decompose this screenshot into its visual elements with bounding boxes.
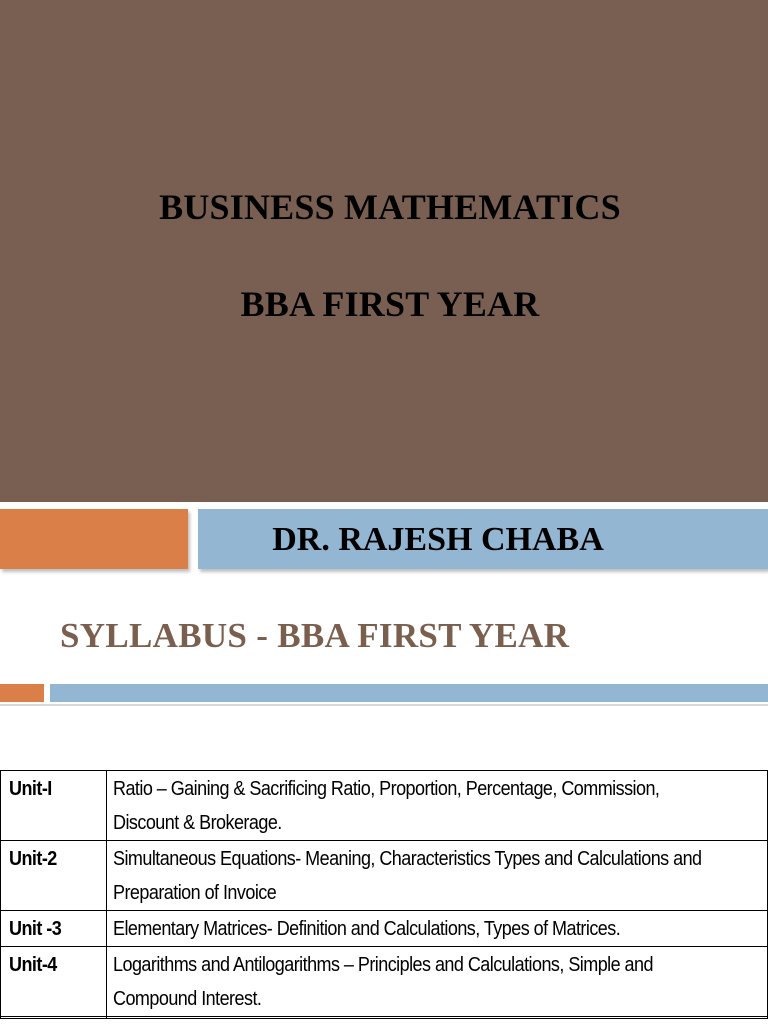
divider-blue-bar [50,684,768,702]
syllabus-table [0,770,768,1019]
heading-divider [0,684,768,708]
unit-description-partial [107,1017,768,1019]
divider-orange-bar [0,684,44,702]
course-title: BUSINESS MATHEMATICS [159,187,621,227]
unit-description: Simultaneous Equations- Meaning, Characteristics Types and Calculations and Preparation of Invoice [107,841,768,911]
syllabus-heading: SYLLABUS - BBA FIRST YEAR [60,616,570,655]
course-year: BBA FIRST YEAR [240,284,540,324]
author-band [0,502,768,588]
table-row [1,911,768,947]
table-row [1,841,768,911]
unit-label: Unit-4 [1,947,107,1017]
table-row [1,947,768,1017]
unit-label: Unit-2 [1,841,107,911]
unit-description: Logarithms and Antilogarithms – Principles and Calculations, Simple and Compound Interest. [107,947,768,1017]
unit-description: Elementary Matrices- Definition and Calculations, Types of Matrices. [107,911,768,947]
table-row [1,1017,768,1019]
table-row [1,771,768,841]
unit-label: Unit -3 [1,911,107,947]
author-name: DR. RAJESH CHABA [272,521,604,558]
unit-description: Ratio – Gaining & Sacrificing Ratio, Proportion, Percentage, Commission, Discount & Brokerage. [107,771,768,841]
title-slide [0,0,768,502]
unit-label-partial [1,1017,107,1019]
orange-accent-block [0,509,188,569]
divider-rule [0,704,768,706]
unit-label: Unit-I [1,771,107,841]
